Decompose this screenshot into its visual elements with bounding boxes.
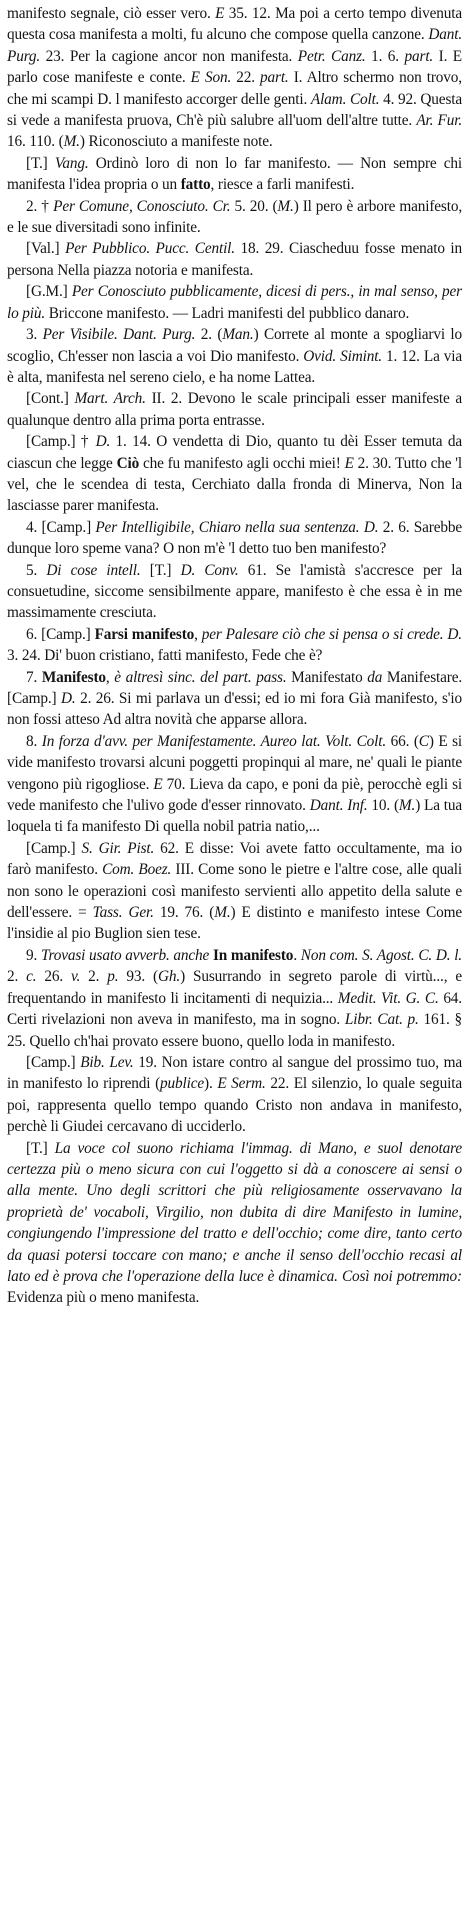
italic-text: Com. Boez. xyxy=(102,861,172,879)
italic-text: Cr. xyxy=(212,197,231,215)
italic-text: per Palesare ciò che si pensa o si crede. D. xyxy=(201,625,462,643)
italic-text: D. xyxy=(95,433,111,451)
text-run: 66. ( xyxy=(386,732,419,750)
text-run: 19. Non istare contro al sangue del prossimo tuo, ma in manifesto lo riprendi ( xyxy=(7,1053,462,1093)
text-run: ) Susurrando in segreto parole di virtù..., e frequentando in manifesto li incitamenti di nequizia... xyxy=(7,968,462,1007)
text-run: 3. 24. Di' buon cristiano, fatti manifesto, Fede che è? xyxy=(7,647,323,665)
entry-paragraph-p7 xyxy=(7,388,462,431)
italic-text: Gh. xyxy=(158,968,181,986)
bold-term: In manifesto xyxy=(212,946,294,964)
entry-paragraph-p8 xyxy=(7,431,462,517)
text-run: [Camp.] † xyxy=(26,433,96,451)
text-run: 1. 12. La via è alta, manifesta nel sereno cielo, e ha nome Lattea. xyxy=(7,347,462,386)
text-run: [G.M.] xyxy=(26,283,72,301)
text-run: . xyxy=(293,946,301,964)
text-run: 22. El silenzio, lo quale seguita poi, rappresenta quello tempo quando Cristo non andava in manifesto, perchè li Giudei cercavano di ucciderlo. xyxy=(7,1075,462,1136)
text-run: I. E parlo cose manifeste e conte. xyxy=(7,47,462,87)
text-run: 9. xyxy=(26,946,41,964)
entry-paragraph-p9 xyxy=(7,517,462,560)
italic-text: Ovid. Simint. xyxy=(303,347,382,365)
italic-text: è altresì sinc. del part. pass. xyxy=(114,668,287,686)
italic-text: Alam. Colt. xyxy=(310,90,380,108)
text-run: 2. † xyxy=(26,197,54,215)
text-run: [T.] xyxy=(26,1139,55,1157)
italic-text: p. xyxy=(107,968,119,986)
text-run: 6. [Camp.] xyxy=(26,625,95,643)
text-run: 19. 76. ( xyxy=(153,904,215,922)
italic-text: c. xyxy=(26,968,37,986)
text-run: Evidenza più o meno manifesta. xyxy=(7,1289,200,1307)
text-run: 2. 6. Sarebbe dunque loro speme vana? O non m'è 'l detto tuo ben manifesto? xyxy=(7,518,462,558)
text-run: , xyxy=(194,625,202,643)
text-run: , riesce a farli manifesti. xyxy=(210,176,355,194)
text-run: 2. xyxy=(7,968,27,986)
entry-paragraph-p13 xyxy=(7,731,462,838)
text-run: 3. xyxy=(26,326,43,344)
bold-term: fatto xyxy=(180,176,211,194)
text-run: che fu manifesto agli occhi miei! xyxy=(139,454,345,472)
entry-paragraph-p3 xyxy=(7,196,462,239)
italic-text: S. Gir. Pist. xyxy=(81,839,155,857)
entry-paragraph-p4 xyxy=(7,238,462,281)
text-run: Manifestare. [Camp.] xyxy=(7,668,463,707)
italic-text: In forza d'avv. per Manifestamente. Aureo lat. Volt. Colt. xyxy=(41,732,387,750)
text-run: [T.] xyxy=(26,154,55,172)
text-run: 35. 12. Ma poi a certo tempo divenuta questa cosa manifesta a molti, fu alcuno che compose quella canzone. xyxy=(7,5,463,44)
italic-text: Mart. Arch. xyxy=(74,390,146,408)
italic-text: Libr. Cat. p. xyxy=(344,1011,419,1029)
text-run: 26. xyxy=(36,968,72,986)
text-run: 16. 110. ( xyxy=(7,133,64,151)
text-run: [Camp.] xyxy=(26,1053,81,1071)
dictionary-entry-manifesto xyxy=(7,3,462,1309)
italic-text: C xyxy=(418,732,429,750)
italic-text: Tass. Ger. xyxy=(92,904,154,922)
entry-paragraph-p17 xyxy=(7,1138,462,1309)
text-run: 70. Lieva da capo, e poni da piè, perocchè egli si vede manifesto che l'ulivo gode d'esser rinnovato. xyxy=(7,775,462,815)
text-run: ) Riconosciuto a manifeste note. xyxy=(79,133,273,151)
text-run: ) E distinto e manifesto intese Come l'insidie al pio Buglion sien tese. xyxy=(7,904,462,943)
text-run: I. Altro schermo non trovo, che mi scampi D. l manifesto accorger delle genti. xyxy=(7,69,462,108)
italic-text: E xyxy=(153,775,163,793)
text-run: 4. [Camp.] xyxy=(26,518,96,536)
text-run: [Val.] xyxy=(26,240,66,258)
italic-text: La voce col suono richiama l'immag. di Mano, e suol denotare certezza più o meno sicura con cui l'oggetto si dà a conoscere ai sensi o alla mente. Uno degli scrittori che più religiosamente osservavano la proprietà de' vocaboli, Virgilio, non dubita di dire Manifesto in lumine, congiungendo l'impressione del tratto e dell'occhio; come dire, tanto certo da quasi potersi toccare con mano; e anche il senso dell'occhio recasi al lato ed è prova che l'operazione della luce è dinamica. Così noi potremmo: xyxy=(7,1139,462,1285)
text-run: III. Come sono le pietre e l'altre cose, alle quali non sono le operazioni così manifesto servienti allo appetito della salute e dell'essere. = xyxy=(7,861,462,922)
text-run: Briccone manifesto. — Ladri manifesti del pubblico danaro. xyxy=(45,304,410,322)
italic-text: M. xyxy=(214,904,231,922)
text-run: 18. 29. Ciascheduu fosse menato in persona Nella piazza notoria e manifesta. xyxy=(7,240,463,279)
italic-text: publice xyxy=(160,1075,205,1093)
italic-text: v. xyxy=(71,968,81,986)
entry-paragraph-p10 xyxy=(7,560,462,624)
text-run: 22. xyxy=(231,69,261,87)
text-run: , xyxy=(105,668,115,686)
italic-text: Trovasi usato avverb. anche xyxy=(40,946,210,964)
italic-text: Di cose intell. xyxy=(46,561,141,579)
entry-paragraph-p12 xyxy=(7,667,462,731)
italic-text: part. xyxy=(260,69,289,87)
italic-text: Per Visibile. Dant. Purg. xyxy=(42,326,196,344)
italic-text: Per Intelligibile, Chiaro nella sua sentenza. D. xyxy=(95,518,379,536)
italic-text: Dant. Purg. xyxy=(7,26,462,65)
text-run: 8. xyxy=(26,732,42,750)
text-run: 1. 14. O vendetta di Dio, quanto tu dèi Esser temuta da ciascun che legge xyxy=(7,433,462,472)
text-run: Ordinò loro di non lo far manifesto. — Non sempre chi manifesta l'idea propria o un xyxy=(7,154,463,194)
text-run: ) Il pero è arbore manifesto, e le sue diversitadi sono infinite. xyxy=(7,197,462,237)
text-run: ) E si vide manifesto trovarsi alcuni poggetti propinqui al mare, ne' quali le piante vengono più rigogliose. xyxy=(7,732,463,793)
entry-paragraph-p5 xyxy=(7,281,462,324)
text-run: [Camp.] xyxy=(26,839,82,857)
entry-paragraph-p6 xyxy=(7,324,462,388)
text-run: ) Correte al monte a spogliarvi lo scoglio, Ch'esser non lascia a voi Dio manifesto. xyxy=(7,326,462,365)
italic-text: Vang. xyxy=(54,154,89,172)
text-run: 2. 30. Tutto che 'l vel, che le scendea di testa, Cerchiato dalla fronda di Minerva, Non la lasciasse parer manifesta. xyxy=(7,454,463,515)
text-run: 1. 6. xyxy=(365,47,405,65)
text-run: Manifestato xyxy=(286,668,368,686)
text-run: 2. 26. Si mi parlava un d'essi; ed io mi fora Già manifesto, s'io non fossi atteso Ad altra novità che apparse allora. xyxy=(7,690,462,729)
italic-text: Ar. Fur. xyxy=(416,112,462,130)
text-run: 2. xyxy=(80,968,108,986)
italic-text: Medit. Vit. G. C. xyxy=(337,989,439,1007)
italic-text: E Serm. xyxy=(217,1075,266,1093)
italic-text: E xyxy=(344,454,354,472)
text-run: 64. Certi rivelazioni non aveva in manifesto, ma in sogno. xyxy=(7,989,462,1029)
text-run: 2. ( xyxy=(195,326,223,344)
entry-paragraph-p16 xyxy=(7,1052,462,1138)
text-run: 23. Per la cagione ancor non manifesta. xyxy=(40,47,298,65)
text-run: II. 2. Devono le scale principali esser manifeste a qualunque dentro alla prima porta entrasse. xyxy=(7,390,462,429)
text-run: ) La tua loquela ti fa manifesto Di quella nobil patria natio,... xyxy=(7,797,462,836)
italic-text: M. xyxy=(63,133,80,151)
bold-term: Manifesto xyxy=(41,668,106,686)
text-run: [T.] xyxy=(140,561,181,579)
text-run: 93. ( xyxy=(118,968,158,986)
entry-paragraph-p15 xyxy=(7,945,462,1052)
italic-text: Per Comune, Conosciuto. xyxy=(53,197,209,215)
text-run: 5. xyxy=(26,561,47,579)
italic-text: Per Pubblico. Pucc. Centil. xyxy=(65,240,235,258)
italic-text: Man. xyxy=(222,326,254,344)
text-run: 61. Se l'amistà s'accresce per la consuetudine, siccome sensibilmente appare, manifesto è che essa è in me massimamente cresciuta. xyxy=(7,561,462,622)
bold-term: Ciò xyxy=(116,454,140,472)
text-run: ). xyxy=(204,1075,218,1093)
text-run: [Cont.] xyxy=(26,390,75,408)
italic-text: part. xyxy=(404,47,434,65)
entry-paragraph-p1 xyxy=(7,3,462,153)
italic-text: Bib. Lev. xyxy=(80,1053,134,1071)
italic-text: E Son. xyxy=(190,69,232,87)
text-run: 7. xyxy=(26,668,42,686)
italic-text: Non com. S. Agost. C. D. l. xyxy=(300,946,462,964)
entry-paragraph-p11 xyxy=(7,624,462,667)
bold-term: Farsi manifesto xyxy=(94,625,195,643)
entry-paragraph-p14 xyxy=(7,838,462,945)
italic-text: M. xyxy=(398,797,416,815)
text-run: 10. ( xyxy=(367,797,399,815)
text-run: 161. § 25. Quello ch'hai provato essere buono, quello loda in manifesto. xyxy=(7,1011,462,1050)
text-run: 62. E disse: Voi avete fatto occultamente, ma io farò manifesto. xyxy=(7,839,462,879)
entry-paragraph-p2 xyxy=(7,153,462,196)
italic-text: E xyxy=(215,5,225,22)
text-run: manifesto segnale, ciò esser vero. xyxy=(7,5,216,22)
italic-text: D. xyxy=(61,690,76,707)
italic-text: M. xyxy=(277,197,294,215)
text-run: 4. 92. Questa si vede a manifesta pruova, Ch'è più salubre all'uom dell'altre tutte. xyxy=(7,90,462,130)
italic-text: D. Conv. xyxy=(180,561,239,579)
italic-text: Per Conosciuto pubblicamente, dicesi di pers., in mal senso, per lo più. xyxy=(7,283,462,322)
italic-text: Petr. Canz. xyxy=(297,47,366,65)
text-run: 5. 20. ( xyxy=(230,197,278,215)
italic-text: Dant. Inf. xyxy=(309,797,368,815)
italic-text: da xyxy=(367,668,383,686)
